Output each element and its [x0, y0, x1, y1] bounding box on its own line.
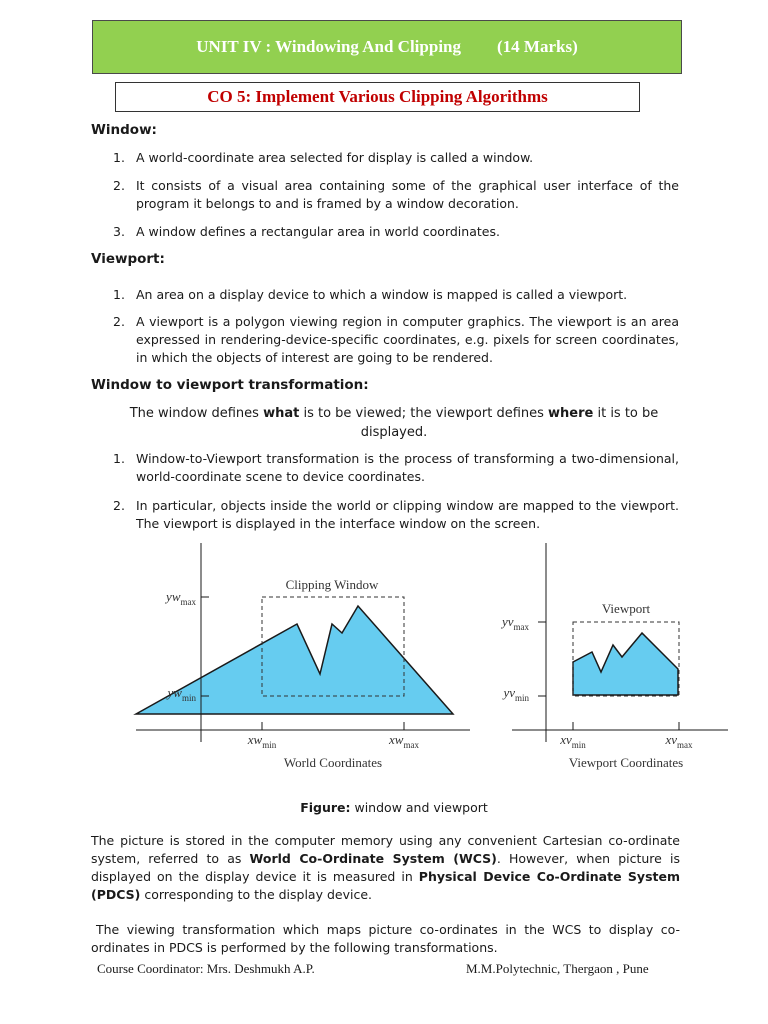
statement-part: it is to be displayed.: [360, 406, 659, 440]
yw-label: yw: [167, 685, 182, 700]
unit-banner: [92, 20, 682, 74]
yv-label: yv: [503, 685, 515, 700]
xw-min-label: [247, 732, 277, 750]
wcs-paragraph: [91, 832, 680, 904]
window-item-3: [113, 223, 679, 241]
item-text: A viewport is a polygon viewing region in computer graphics. The viewport is an area expressed in rendering-device-specific coordinates, e.g. pixels for screen coordinates, in which the objects of interest are going to be rendered.: [136, 314, 679, 365]
viewport-diagram: [500, 543, 728, 770]
statement-part: is to be viewed; the viewport defines: [299, 406, 549, 421]
viewport-title: Viewport: [601, 601, 651, 616]
wcs-term: World Co-Ordinate System (WCS): [249, 851, 497, 866]
figure-caption-text: window and viewport: [350, 800, 488, 815]
item-text: An area on a display device to which a window is mapped is called a viewport.: [136, 287, 628, 302]
item-number: 1.: [113, 451, 125, 466]
viewport-item-2: [113, 313, 679, 367]
xv-max-label: [664, 732, 693, 750]
footer-coordinator: Course Coordinator: Mrs. Deshmukh A.P.: [97, 961, 315, 976]
item-number: 1.: [113, 287, 125, 302]
xv-min-label: [559, 732, 586, 750]
world-coordinates-caption: World Coordinates: [283, 755, 383, 770]
transform-item-2: [113, 497, 679, 533]
transform-heading: Window to viewport transformation:: [91, 377, 369, 393]
window-item-2: [113, 177, 679, 213]
max-subscript: max: [180, 597, 196, 607]
unit-title: UNIT IV : Windowing And Clipping: [196, 37, 461, 56]
window-item-1: [113, 149, 679, 167]
transform-statement: [110, 404, 678, 442]
paragraph-text: . However, when picture is displayed on the display device it is measured in: [91, 851, 680, 884]
item-text: A world-coordinate area selected for display is called a window.: [136, 150, 534, 165]
figure-caption-label: Figure:: [300, 800, 351, 815]
unit-marks: (14 Marks): [497, 37, 578, 56]
course-outcome-title: CO 5: Implement Various Clipping Algorithms: [207, 87, 548, 106]
footer-institute: M.M.Polytechnic, Thergaon , Pune: [466, 961, 649, 976]
transform-item-1: [113, 450, 679, 486]
statement-what: what: [263, 406, 300, 421]
xv-label: xv: [665, 732, 678, 747]
yv-max-label: [500, 614, 530, 632]
min-subscript: min: [571, 740, 586, 750]
xv-label: xv: [560, 732, 572, 747]
yv-label: yv: [501, 614, 514, 629]
min-subscript: min: [262, 740, 277, 750]
course-outcome-box: [115, 82, 640, 112]
figure-caption: [110, 798, 678, 817]
statement-part: The window defines: [129, 406, 264, 421]
viewing-transformation-paragraph: The viewing transformation which maps picture co-ordinates in the WCS to display co-ordinates in PDCS is performed by the following transformations.: [91, 922, 680, 955]
viewport-item-1: [113, 286, 679, 304]
item-number: 2.: [113, 178, 125, 193]
yw-label: yw: [166, 589, 181, 604]
max-subscript: max: [513, 622, 529, 632]
viewport-heading: Viewport:: [91, 251, 165, 267]
xw-max-label: [388, 732, 419, 750]
viewport-shape: [573, 633, 678, 695]
max-subscript: max: [403, 740, 419, 750]
world-diagram: [136, 543, 470, 770]
item-text: It consists of a visual area containing some of the graphical user interface of the program it belongs to and is framed by a window decoration.: [136, 178, 679, 211]
window-viewport-figure: [0, 538, 768, 778]
pdcs-term: Physical Device Co-Ordinate System (PDCS): [91, 869, 680, 902]
statement-where: where: [548, 406, 594, 421]
item-number: 2.: [113, 498, 125, 513]
xw-label: xw: [389, 732, 404, 747]
viewport-coordinates-caption: Viewport Coordinates: [568, 755, 684, 770]
item-text: Window-to-Viewport transformation is the process of transforming a two-dimensional, world-coordinate scene to device coordinates.: [136, 451, 679, 484]
xw-label: xw: [247, 732, 263, 747]
min-subscript: min: [181, 693, 196, 703]
clipping-window-title: Clipping Window: [285, 577, 379, 592]
max-subscript: max: [677, 740, 693, 750]
item-number: 2.: [113, 314, 125, 329]
yv-min-label: [501, 685, 529, 703]
item-text: A window defines a rectangular area in world coordinates.: [136, 224, 500, 239]
paragraph-text: corresponding to the display device.: [140, 887, 372, 902]
window-heading: Window:: [91, 122, 157, 138]
item-number: 3.: [113, 224, 125, 239]
paragraph-text: The picture is stored in the computer memory using any convenient Cartesian co-ordinate system, referred to as: [91, 833, 680, 866]
min-subscript: min: [514, 693, 529, 703]
yw-max-label: [164, 589, 196, 607]
item-text: In particular, objects inside the world or clipping window are mapped to the viewport. The viewport is displayed in the interface window on the screen.: [136, 498, 679, 531]
item-number: 1.: [113, 150, 125, 165]
